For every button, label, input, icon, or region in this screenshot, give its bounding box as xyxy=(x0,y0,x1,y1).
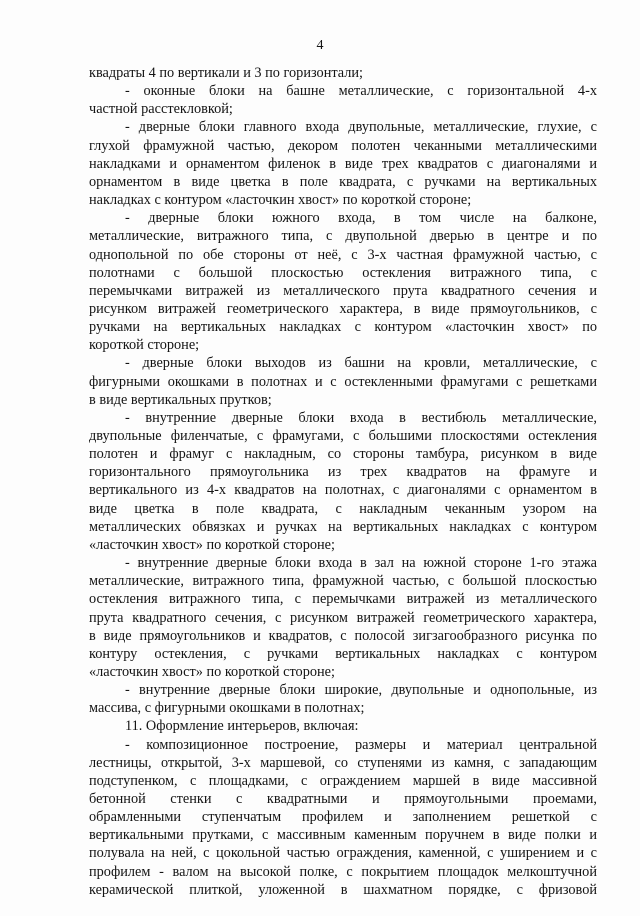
text-line: массива, с фигурными окошками в полотнах; xyxy=(89,700,365,717)
text-line: горизонтального прямоугольника из трех квадратов на фрамуге и xyxy=(89,464,597,481)
text-line: - дверные блоки южного входа, в том числе на балконе, xyxy=(125,210,597,227)
text-line: квадраты 4 по вертикали и 3 по горизонтали; xyxy=(89,65,364,81)
text-line: полотен и фрамуг с накладным, со стороны тамбура, рисунком в виде xyxy=(89,446,597,463)
text-line: металлические, витражного типа, фрамужной частью, с большой плоскостью xyxy=(89,573,597,590)
text-line: «ласточкин хвост» по короткой стороне; xyxy=(89,663,335,680)
text-line: вертикальными прутками, с массивным каменным поручнем в виде полки и xyxy=(89,827,597,844)
text-line: в виде прямоугольников и квадратов, с полосой зигзагообразного рисунка по xyxy=(89,627,597,644)
text-line: профилем - валом на высокой полке, с покрытием площадок мелкоштучной xyxy=(89,863,597,880)
text-line: ручками на вертикальных накладках с контуром «ласточкин хвост» по xyxy=(89,319,597,336)
text-line: однопольной по обе стороны от неё, с 3-х частная фрамужной частью, с xyxy=(89,246,597,263)
text-line: - дверные блоки выходов из башни на кровли, металлические, с xyxy=(125,355,597,372)
text-line: бетонной стенки с квадратными и прямоугольными проемами, xyxy=(89,791,597,807)
text-line: «ласточкин хвост» по короткой стороне; xyxy=(89,536,335,553)
text-line: металлические, витражного типа, с двупольной дверью в центре и по xyxy=(89,228,597,245)
text-line: керамической плиткой, уложенной в шахматном порядке, с фризовой xyxy=(89,881,597,898)
text-line: глухой фрамужной частью, декором полотен чеканными металлическими xyxy=(89,137,597,154)
text-line: - внутренние дверные блоки широкие, двупольные и однопольные, из xyxy=(125,682,597,699)
text-line: - дверные блоки главного входа двупольные, металлические, глухие, с xyxy=(125,119,597,136)
text-line: в виде вертикальных прутков; xyxy=(89,391,272,408)
text-line: - внутренние дверные блоки входа в зал на южной стороне 1-го этажа xyxy=(125,555,597,572)
text-line: частной расстекловкой; xyxy=(89,101,233,118)
text-line: - оконные блоки на башне металлические, с горизонтальной 4-х xyxy=(125,83,597,100)
text-line: короткой стороне; xyxy=(89,337,200,354)
text-line: орнаментом в виде цветка в поле квадрата, с ручками на вертикальных xyxy=(89,173,597,190)
text-line: подступенком, с площадками, с ограждением маршей в виде массивной xyxy=(89,772,597,789)
text-line: фигурными окошками в полотнах и с остекленными фрамугами с решетками xyxy=(89,373,597,390)
text-line: рисунком витражей геометрического характера, в виде прямоугольников, с xyxy=(89,300,597,317)
text-line: виде цветка в поле квадрата, с накладным чеканным узором на xyxy=(89,500,597,517)
text-line: полотнами с большой плоскостью остекления витражного типа, с xyxy=(89,264,597,281)
text-line: 11. Оформление интерьеров, включая: xyxy=(125,718,359,735)
text-line: - композиционное построение, размеры и материал центральной xyxy=(125,736,597,753)
text-line: обрамленными ступенчатым профилем и заполнением решеткой с xyxy=(89,809,597,826)
text-line: вертикального из 4-х квадратов на полотнах, с диагоналями с орнаментом в xyxy=(89,482,597,499)
text-line: лестницы, открытой, 3-х маршевой, со ступенями из камня, с западающим xyxy=(89,754,597,771)
text-line: двупольные филенчатые, с фрамугами, с большими плоскостями остекления xyxy=(89,428,597,444)
text-line: - внутренние дверные блоки входа в вестибюль металлические, xyxy=(125,409,597,426)
text-line: контуру остекления, с ручками вертикальных накладках с контуром xyxy=(89,645,597,662)
page-number: 4 xyxy=(316,38,324,53)
text-line: остекления витражного типа, с перемычками витражей из металлического xyxy=(89,591,597,608)
text-line: перемычками витражей из металлического прута квадратного сечения и xyxy=(89,282,597,299)
text-line: металлических обвязках и ручках на вертикальных накладках с контуром xyxy=(89,518,597,535)
text-line: накладками и орнаментом филенок в виде трех квадратов с диагоналями и xyxy=(89,155,597,172)
text-line: прута квадратного сечения, с рисунком витражей геометрического характера, xyxy=(89,609,597,626)
text-line: накладках с контуром «ласточкин хвост» по короткой стороне; xyxy=(89,192,472,209)
text-line: полувала на ней, с цокольной частью ограждения, каменной, с уширением и с xyxy=(89,845,597,862)
